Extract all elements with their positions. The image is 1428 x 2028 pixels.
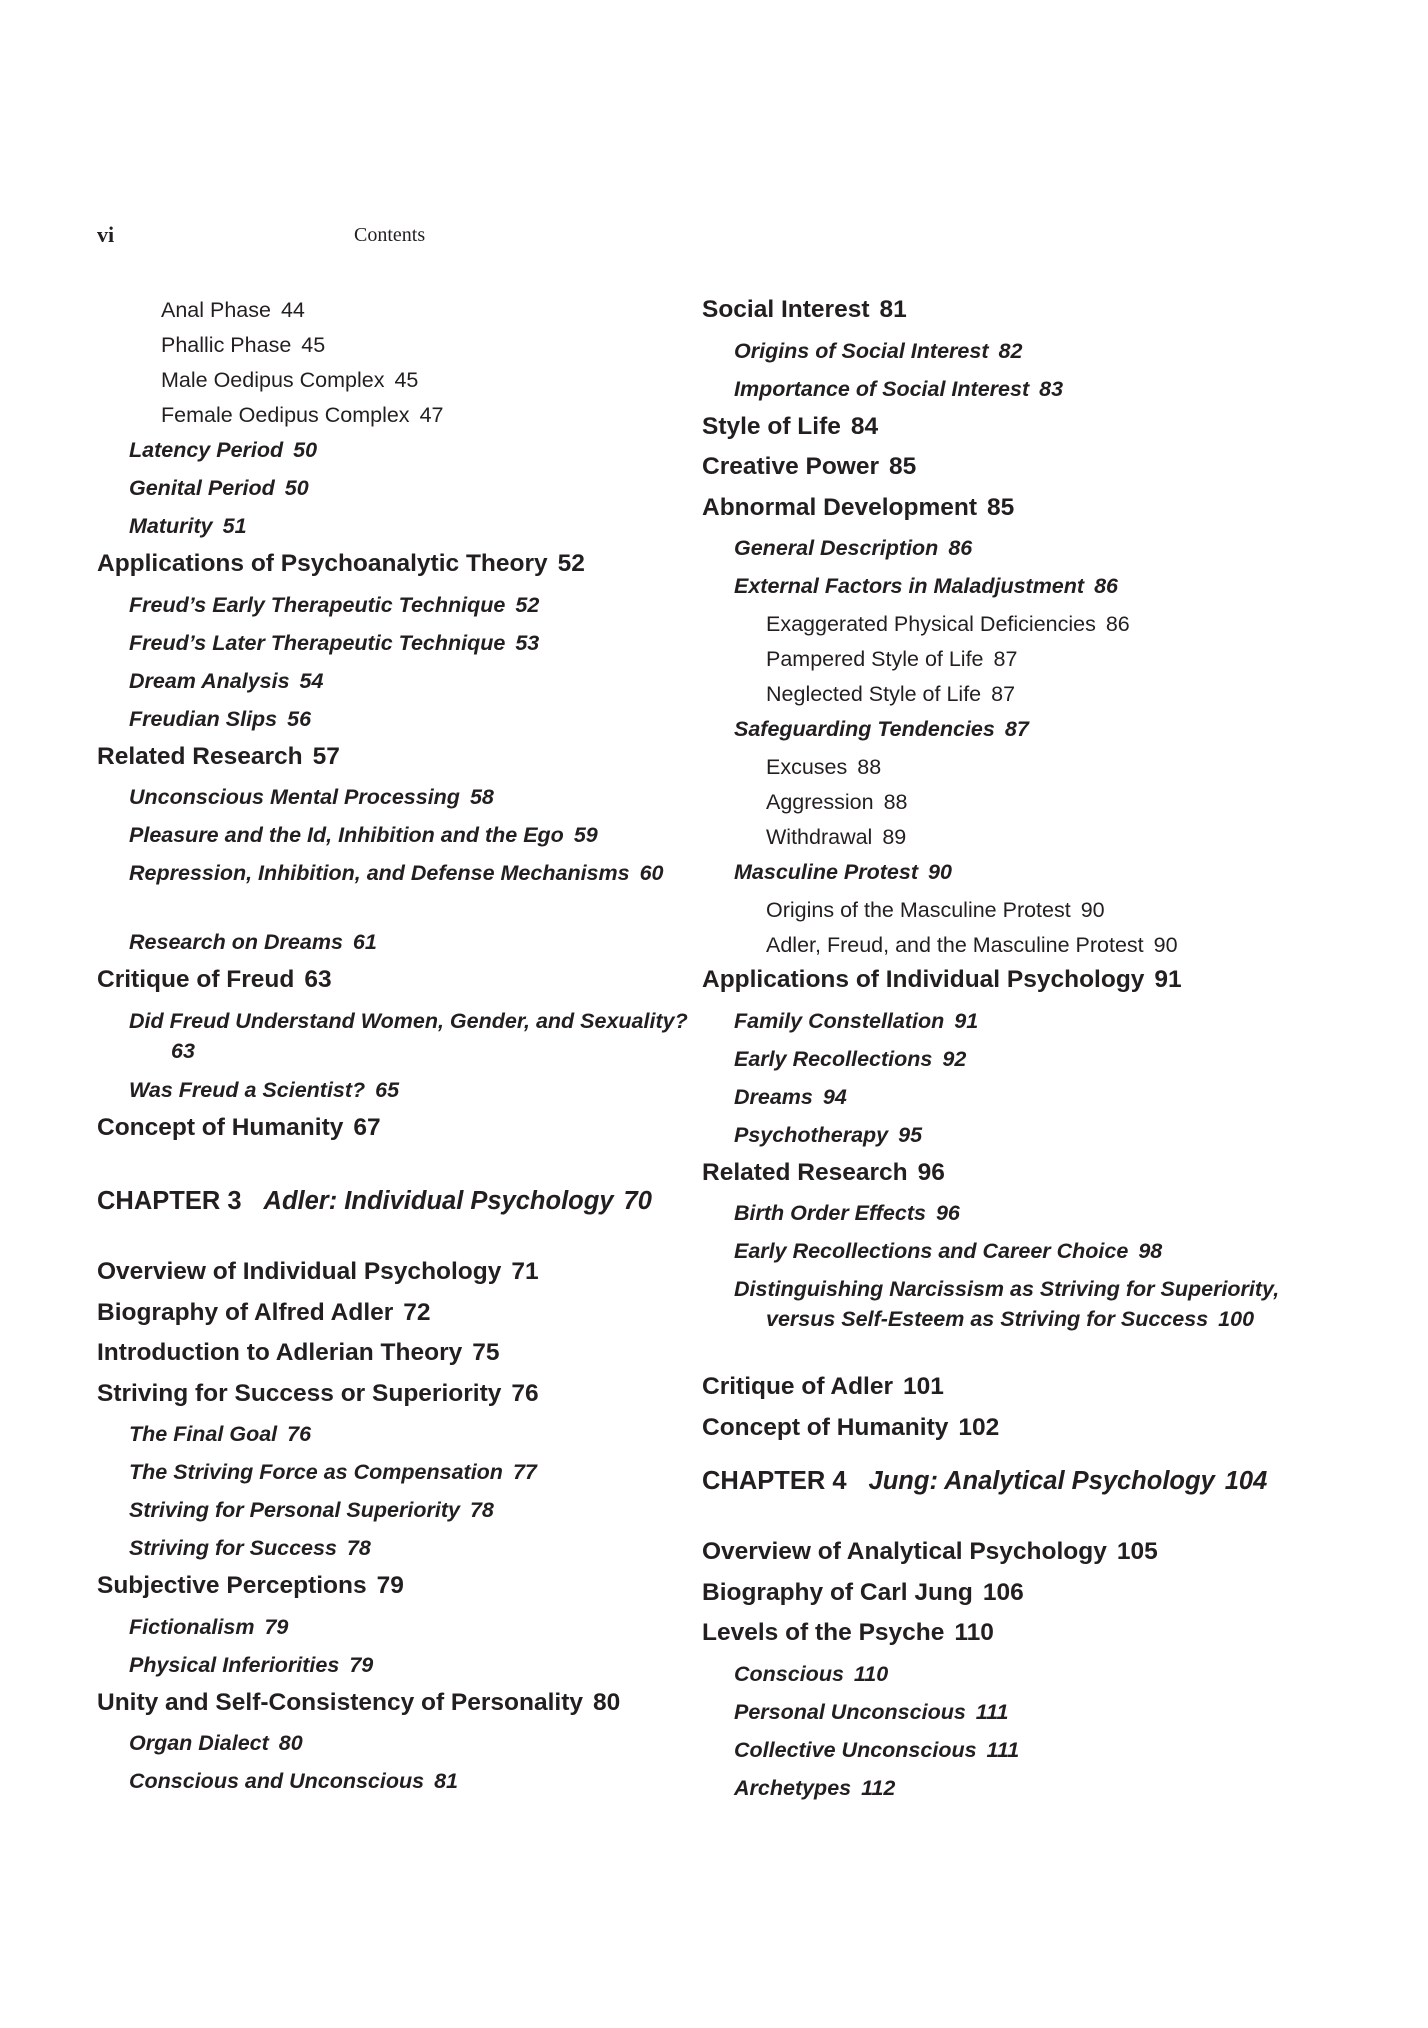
entry-page-number: 95 (898, 1122, 923, 1147)
entry-page-number: 90 (928, 860, 952, 884)
entry-title: Concept of Humanity (702, 1413, 949, 1441)
entry-page-number: 80 (278, 1731, 303, 1755)
entry-title: Exaggerated Physical Deficiencies (766, 612, 1096, 636)
toc-entry-level-3 (702, 822, 1342, 857)
entry-page-number: 110 (853, 1661, 889, 1686)
entry-title: Critique of Freud (97, 966, 295, 993)
entry-title: Concept of Humanity (97, 1113, 344, 1141)
chapter-title: Adler: Individual Psychology (263, 1187, 614, 1215)
toc-entry-level-2 (702, 1773, 1342, 1811)
entry-page-number: 79 (264, 1614, 289, 1639)
entry-page-number: 76 (511, 1379, 539, 1407)
entry-title: Fictionalism (129, 1614, 255, 1639)
toc-entry-level-2 (97, 1612, 697, 1650)
entry-title: Conscious (734, 1661, 844, 1686)
toc-entry-level-3 (702, 609, 1342, 644)
entry-page-number: 85 (987, 493, 1015, 521)
toc-entry-level-1 (97, 1571, 697, 1612)
toc-entry-level-1 (97, 1113, 697, 1154)
entry-page-number: 96 (917, 1158, 945, 1186)
entry-title: Introduction to Adlerian Theory (97, 1339, 463, 1366)
entry-page-number: 54 (299, 668, 324, 693)
toc-entry-level-1 (702, 1158, 1342, 1199)
entry-page-number: 78 (346, 1536, 371, 1560)
entry-title: Family Constellation (734, 1008, 945, 1033)
entry-page-number: 106 (982, 1578, 1024, 1606)
entry-title: Withdrawal (766, 825, 873, 849)
toc-entry-level-3 (702, 679, 1342, 714)
entry-title: Repression, Inhibition, and Defense Mechanisms (129, 861, 630, 885)
entry-page-number: 63 (304, 966, 332, 993)
toc-chapter-heading (97, 1185, 697, 1257)
toc-entry-level-2 (97, 473, 697, 511)
chapter-title: Jung: Analytical Psychology (868, 1467, 1215, 1495)
entry-title: Adler, Freud, and the Masculine Protest (766, 933, 1144, 957)
entry-page-number: 77 (512, 1460, 537, 1484)
toc-entry-level-1 (702, 452, 1342, 493)
entry-page-number: 45 (301, 333, 326, 357)
entry-title: Related Research (97, 742, 303, 770)
entry-page-number: 111 (986, 1737, 1020, 1762)
page-header (0, 220, 1428, 260)
entry-title: Early Recollections (734, 1046, 933, 1071)
toc-entry-level-1 (702, 1413, 1342, 1454)
entry-page-number: 88 (883, 790, 908, 814)
entry-page-number: 110 (954, 1619, 994, 1646)
toc-entry-level-2 (702, 571, 1342, 609)
toc-entry-level-2 (97, 782, 697, 820)
toc-entry-level-2 (702, 374, 1342, 412)
entry-page-number: 89 (882, 825, 907, 849)
entry-title: Dream Analysis (129, 668, 290, 693)
entry-title: Social Interest (702, 296, 870, 323)
toc-entry-level-2 (97, 1075, 697, 1113)
toc-entry-level-2 (97, 1533, 697, 1571)
toc-entry-level-2 (97, 704, 697, 742)
entry-title: Unconscious Mental Processing (129, 785, 460, 809)
entry-page-number: 86 (1094, 574, 1118, 598)
entry-page-number: 59 (573, 823, 598, 847)
entry-title: Subjective Perceptions (97, 1572, 367, 1599)
entry-page-number: 81 (879, 296, 907, 323)
toc-entry-level-3 (702, 895, 1342, 930)
entry-title: Latency Period (129, 438, 284, 462)
entry-title: Creative Power (702, 453, 880, 480)
toc-entry-level-1 (97, 742, 697, 783)
entry-page-number: 84 (850, 412, 879, 440)
entry-title: Striving for Personal Superiority (129, 1498, 460, 1522)
entry-title: Maturity (129, 514, 213, 538)
toc-entry-level-1 (97, 1257, 697, 1298)
entry-page-number: 101 (903, 1373, 944, 1400)
entry-page-number: 78 (469, 1498, 494, 1522)
entry-title: Anal Phase (161, 298, 271, 322)
entry-page-number: 105 (1116, 1538, 1158, 1565)
entry-title: Female Oedipus Complex (161, 403, 410, 427)
entry-title: The Final Goal (129, 1422, 278, 1446)
chapter-page-number: 104 (1224, 1467, 1268, 1495)
entry-title: Freudian Slips (129, 706, 278, 731)
entry-page-number: 44 (280, 298, 305, 322)
entry-page-number: 83 (1039, 376, 1064, 401)
toc-entry-level-3 (702, 787, 1342, 822)
toc-entry-level-1 (97, 549, 697, 590)
entry-title: Related Research (702, 1158, 908, 1186)
toc-entry-level-1 (702, 965, 1342, 1006)
toc-entry-level-1 (97, 1338, 697, 1379)
entry-page-number: 91 (1154, 966, 1182, 993)
entry-title: Organ Dialect (129, 1731, 269, 1755)
entry-page-number: 45 (394, 368, 419, 392)
entry-title: Importance of Social Interest (734, 376, 1030, 401)
entry-page-number: 79 (349, 1652, 374, 1677)
toc-entry-level-2 (702, 857, 1342, 895)
entry-title: Psychotherapy (734, 1122, 889, 1147)
page-number: vi (97, 222, 115, 247)
entry-title: Excuses (766, 755, 848, 779)
entry-title: Phallic Phase (161, 333, 292, 357)
entry-page-number: 52 (515, 592, 540, 617)
entry-title: Biography of Alfred Adler (97, 1298, 394, 1326)
entry-page-number: 50 (293, 438, 318, 462)
entry-page-number: 67 (353, 1113, 381, 1141)
toc-entry-level-1 (97, 1688, 697, 1729)
toc-entry-level-2 (97, 511, 697, 549)
chapter-page-number: 70 (623, 1187, 652, 1215)
entry-page-number: 57 (312, 742, 340, 770)
toc-entry-level-2 (702, 1274, 1342, 1372)
toc-entry-level-2 (702, 1659, 1342, 1697)
entry-title: Overview of Analytical Psychology (702, 1538, 1107, 1565)
entry-page-number: 98 (1138, 1239, 1163, 1263)
entry-page-number: 86 (1105, 612, 1130, 636)
entry-title: Physical Inferiorities (129, 1652, 340, 1677)
running-head: Contents (354, 224, 426, 246)
entry-page-number: 86 (948, 536, 973, 560)
toc-entry-level-2 (97, 590, 697, 628)
entry-page-number: 87 (991, 682, 1016, 706)
entry-title: Origins of the Masculine Protest (766, 898, 1071, 922)
toc-entry-level-3 (97, 330, 697, 365)
entry-page-number: 56 (287, 706, 312, 731)
entry-title: General Description (734, 536, 939, 560)
entry-title: Applications of Individual Psychology (702, 966, 1145, 993)
toc-right-column (702, 295, 1342, 1811)
toc-entry-level-3 (97, 295, 697, 330)
entry-page-number: 61 (352, 930, 377, 954)
toc-entry-level-2 (702, 1006, 1342, 1044)
entry-title: Unity and Self-Consistency of Personality (97, 1688, 584, 1716)
entry-title: Neglected Style of Life (766, 682, 982, 706)
entry-title: Origins of Social Interest (734, 338, 989, 363)
entry-title: Overview of Individual Psychology (97, 1258, 502, 1285)
entry-page-number: 63 (171, 1038, 195, 1063)
entry-title: Collective Unconscious (734, 1737, 977, 1762)
entry-page-number: 60 (639, 861, 664, 885)
entry-page-number: 47 (419, 403, 444, 427)
entry-title: Distinguishing Narcissism as Striving for Superiority, versus Self-Esteem as Striving for Success (734, 1277, 1280, 1331)
entry-title: Early Recollections and Career Choice (734, 1239, 1129, 1263)
entry-title: Applications of Psychoanalytic Theory (97, 550, 548, 577)
entry-title: Levels of the Psyche (702, 1619, 945, 1646)
entry-title: Critique of Adler (702, 1373, 894, 1400)
entry-title: Archetypes (734, 1775, 852, 1800)
entry-page-number: 94 (822, 1084, 847, 1109)
toc-entry-level-2 (97, 820, 697, 858)
toc-entry-level-2 (702, 1120, 1342, 1158)
entry-title: Research on Dreams (129, 930, 343, 954)
entry-page-number: 58 (469, 785, 494, 809)
toc-left-column (97, 295, 697, 1804)
entry-page-number: 75 (472, 1339, 500, 1366)
entry-title: Safeguarding Tendencies (734, 717, 995, 741)
entry-page-number: 96 (935, 1201, 960, 1225)
entry-page-number: 50 (284, 476, 309, 500)
entry-page-number: 112 (861, 1775, 896, 1800)
entry-title: Abnormal Development (702, 493, 977, 521)
entry-page-number: 71 (511, 1258, 539, 1285)
toc-entry-level-2 (97, 435, 697, 473)
toc-entry-level-1 (702, 493, 1342, 534)
entry-page-number: 102 (958, 1413, 1000, 1441)
entry-title: Aggression (766, 790, 874, 814)
toc-entry-level-2 (97, 858, 697, 927)
entry-title: Dreams (734, 1084, 813, 1109)
toc-entry-level-2 (702, 1044, 1342, 1082)
entry-title: Freud’s Early Therapeutic Technique (129, 592, 506, 617)
toc-entry-level-3 (702, 644, 1342, 679)
entry-page-number: 52 (557, 550, 585, 577)
chapter-number: CHAPTER 4 (702, 1467, 847, 1495)
entry-page-number: 51 (222, 514, 247, 538)
toc-entry-level-2 (702, 1697, 1342, 1735)
entry-page-number: 111 (975, 1699, 1009, 1724)
toc-entry-level-1 (702, 1618, 1342, 1659)
entry-title: Did Freud Understand Women, Gender, and Sexuality? (129, 1008, 688, 1033)
toc-entry-level-1 (702, 1537, 1342, 1578)
entry-title: Striving for Success or Superiority (97, 1379, 502, 1407)
toc-entry-level-3 (702, 752, 1342, 787)
toc-entry-level-3 (97, 365, 697, 400)
entry-page-number: 91 (954, 1008, 979, 1033)
toc-entry-level-3 (702, 930, 1342, 965)
toc-entry-level-2 (97, 1495, 697, 1533)
entry-title: Conscious and Unconscious (129, 1769, 425, 1793)
entry-page-number: 100 (1218, 1307, 1255, 1331)
toc-entry-level-2 (97, 1457, 697, 1495)
toc-entry-level-2 (97, 1728, 697, 1766)
entry-title: Male Oedipus Complex (161, 368, 385, 392)
toc-entry-level-2 (97, 1650, 697, 1688)
entry-title: Striving for Success (129, 1536, 337, 1560)
entry-page-number: 76 (287, 1422, 312, 1446)
entry-title: Birth Order Effects (734, 1201, 926, 1225)
toc-entry-level-1 (97, 1298, 697, 1339)
entry-title: Pleasure and the Id, Inhibition and the Ego (129, 823, 564, 847)
toc-entry-level-2 (97, 1766, 697, 1804)
toc-entry-level-3 (97, 400, 697, 435)
entry-title: The Striving Force as Compensation (129, 1460, 503, 1484)
toc-entry-level-2 (702, 714, 1342, 752)
entry-page-number: 72 (403, 1298, 431, 1326)
entry-title: Style of Life (702, 412, 841, 440)
entry-page-number: 65 (375, 1077, 400, 1102)
entry-page-number: 92 (942, 1046, 967, 1071)
toc-entry-level-2 (702, 1236, 1342, 1274)
toc-entry-level-2 (97, 666, 697, 704)
entry-title: Was Freud a Scientist? (129, 1077, 366, 1102)
entry-page-number: 53 (515, 630, 540, 655)
toc-entry-level-2 (702, 1198, 1342, 1236)
chapter-number: CHAPTER 3 (97, 1187, 242, 1215)
entry-page-number: 87 (993, 647, 1018, 671)
entry-title: Genital Period (129, 476, 275, 500)
entry-page-number: 79 (376, 1572, 404, 1599)
toc-entry-level-2 (97, 1006, 697, 1075)
entry-title: Pampered Style of Life (766, 647, 984, 671)
entry-page-number: 82 (998, 338, 1023, 363)
toc-chapter-heading (702, 1465, 1342, 1537)
entry-page-number: 88 (857, 755, 882, 779)
entry-title: External Factors in Maladjustment (734, 574, 1085, 598)
entry-page-number: 90 (1153, 933, 1178, 957)
toc-entry-level-1 (702, 1578, 1342, 1619)
toc-entry-level-1 (702, 295, 1342, 336)
toc-entry-level-1 (97, 1379, 697, 1420)
toc-entry-level-2 (97, 628, 697, 666)
entry-page-number: 87 (1004, 717, 1029, 741)
entry-page-number: 85 (889, 453, 917, 480)
entry-page-number: 90 (1080, 898, 1105, 922)
entry-title: Biography of Carl Jung (702, 1578, 973, 1606)
toc-entry-level-2 (97, 927, 697, 965)
toc-entry-level-2 (702, 533, 1342, 571)
entry-title: Personal Unconscious (734, 1699, 966, 1724)
toc-entry-level-1 (97, 965, 697, 1006)
entry-page-number: 80 (593, 1688, 621, 1716)
toc-entry-level-2 (97, 1419, 697, 1457)
toc-entry-level-1 (702, 412, 1342, 453)
entry-page-number: 81 (434, 1769, 458, 1793)
toc-entry-level-2 (702, 1082, 1342, 1120)
entry-title: Masculine Protest (734, 860, 918, 884)
entry-title: Freud’s Later Therapeutic Technique (129, 630, 506, 655)
toc-entry-level-1 (702, 1372, 1342, 1413)
toc-entry-level-2 (702, 1735, 1342, 1773)
toc-entry-level-2 (702, 336, 1342, 374)
